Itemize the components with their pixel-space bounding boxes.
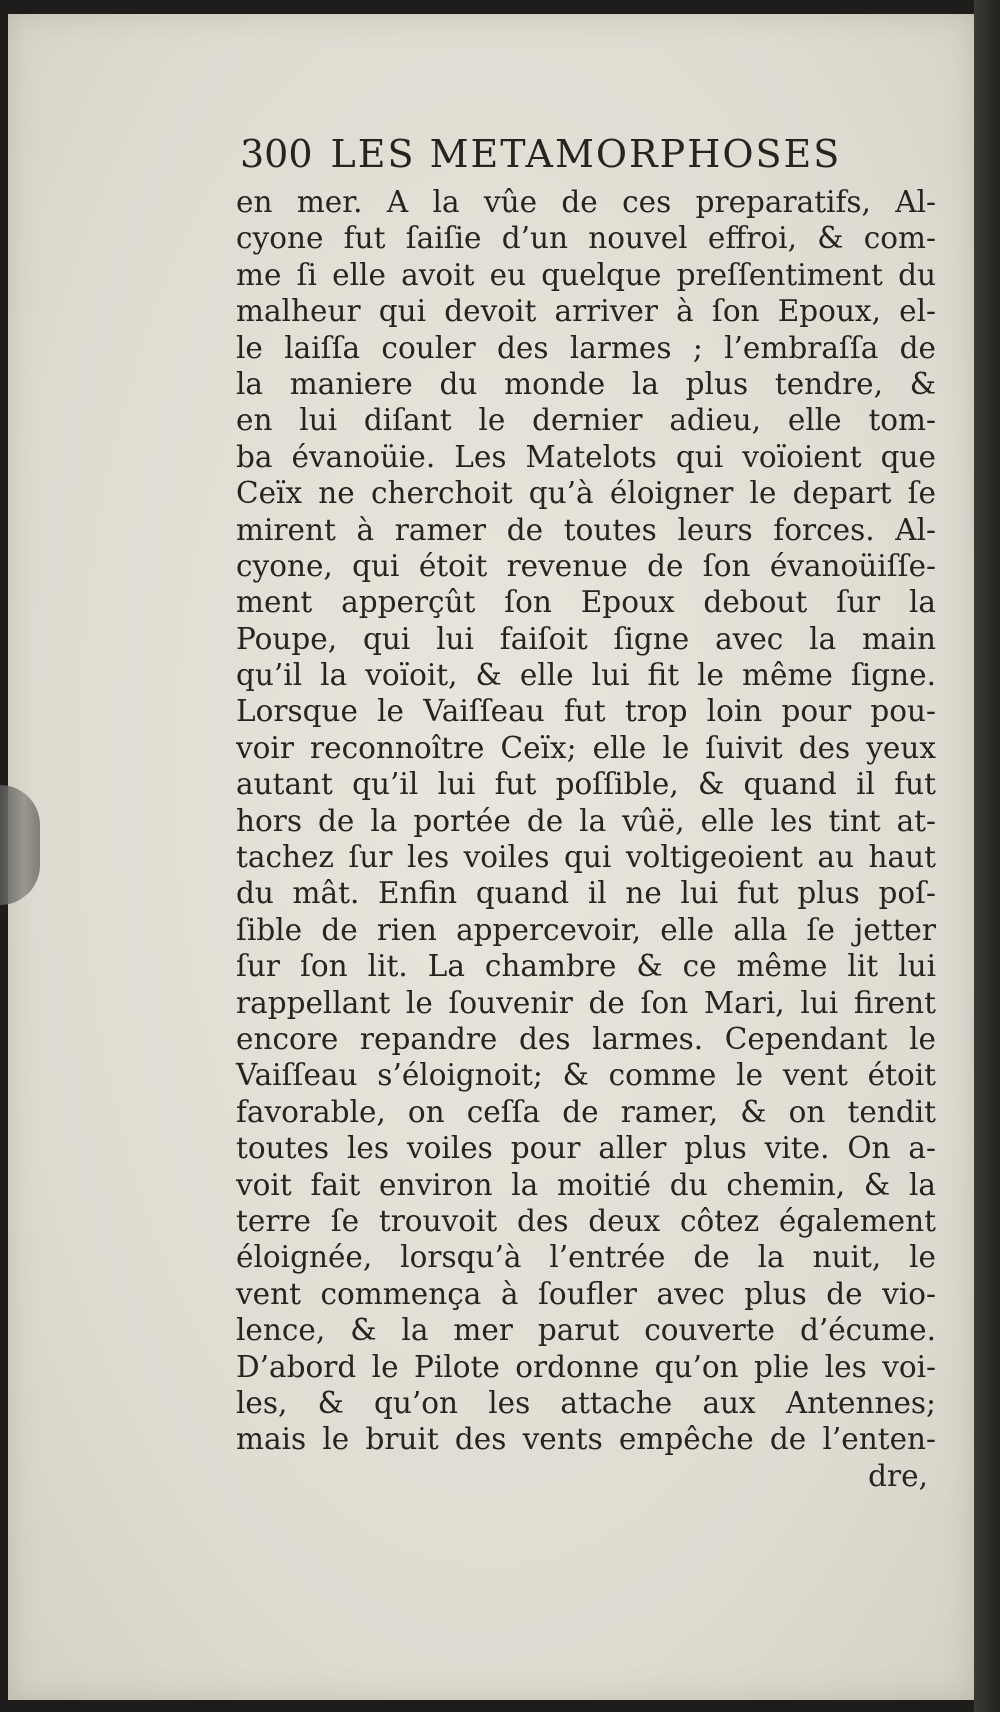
text-line: voit fait environ la moitié du chemin, & la bbox=[236, 1167, 936, 1202]
text-line: favorable, on ceſſa de ramer, & on tendit bbox=[236, 1094, 936, 1129]
book-page bbox=[8, 14, 974, 1700]
text-line: Lorsque le Vaiſſeau fut trop loin pour pou- bbox=[236, 694, 936, 729]
text-line: voir reconnoître Ceïx; elle le ſuivit des yeux bbox=[236, 730, 936, 765]
catchword: dre, bbox=[868, 1458, 928, 1493]
text-line: du mât. Enfin quand il ne lui fut plus poſ- bbox=[236, 876, 936, 911]
text-line: lence, & la mer parut couverte d’écume. bbox=[236, 1313, 936, 1348]
text-line: le laiſſa couler des larmes ; l’embraſſa de bbox=[236, 330, 936, 365]
text-line: Vaiſſeau s’éloignoit; & comme le vent étoit bbox=[236, 1058, 936, 1093]
text-line: tachez ſur les voiles qui voltigeoient au haut bbox=[236, 840, 936, 875]
text-line: qu’il la voïoit, & elle lui fit le même ſigne. bbox=[236, 658, 936, 693]
text-line: malheur qui devoit arriver à ſon Epoux, el- bbox=[236, 294, 936, 329]
text-line: cyone, qui étoit revenue de ſon évanoüiſſe- bbox=[236, 548, 936, 583]
text-line: les, & qu’on les attache aux Antennes; bbox=[236, 1385, 936, 1420]
text-line: cyone fut ſaiſie d’un nouvel effroi, & com- bbox=[236, 221, 936, 256]
text-line: autant qu’il lui fut poſſible, & quand il fut bbox=[236, 767, 936, 802]
text-line: mirent à ramer de toutes leurs forces. Al- bbox=[236, 512, 936, 547]
text-line: Poupe, qui lui faiſoit ſigne avec la main bbox=[236, 621, 936, 656]
text-line: ment apperçût ſon Epoux debout ſur la bbox=[236, 585, 936, 620]
text-line: D’abord le Pilote ordonne qu’on plie les voi- bbox=[236, 1349, 936, 1384]
text-line: mais le bruit des vents empêche de l’enten- bbox=[236, 1422, 936, 1457]
text-line: ſible de rien appercevoir, elle alla ſe jetter bbox=[236, 912, 936, 947]
text-line: ba évanoüie. Les Matelots qui voïoient que bbox=[236, 439, 936, 474]
text-line: me ſi elle avoit eu quelque preſſentiment du bbox=[236, 257, 936, 292]
text-line: rappellant le ſouvenir de ſon Mari, lui firent bbox=[236, 985, 936, 1020]
text-line: ſur ſon lit. La chambre & ce même lit lui bbox=[236, 949, 936, 984]
text-line: Ceïx ne cherchoit qu’à éloigner le depart ſe bbox=[236, 476, 936, 511]
text-line: en mer. A la vûe de ces preparatifs, Al- bbox=[236, 185, 936, 219]
text-line: éloignée, lorsqu’à l’entrée de la nuit, le bbox=[236, 1240, 936, 1275]
text-line: terre ſe trouvoit des deux côtez également bbox=[236, 1203, 936, 1238]
body-text bbox=[236, 184, 936, 1494]
running-head: LES METAMORPHOSES bbox=[330, 132, 842, 176]
book-binding-edge bbox=[974, 0, 1000, 1712]
text-line: hors de la portée de la vûë, elle les tint at- bbox=[236, 803, 936, 838]
page-number: 300 bbox=[240, 132, 313, 176]
page-header bbox=[240, 132, 841, 176]
text-line: vent commença à ſoufler avec plus de vio- bbox=[236, 1276, 936, 1311]
text-line: la maniere du monde la plus tendre, & bbox=[236, 366, 936, 401]
text-line: en lui diſant le dernier adieu, elle tom- bbox=[236, 403, 936, 438]
text-line: encore repandre des larmes. Cependant le bbox=[236, 1021, 936, 1056]
text-line: toutes les voiles pour aller plus vite. On a- bbox=[236, 1131, 936, 1166]
